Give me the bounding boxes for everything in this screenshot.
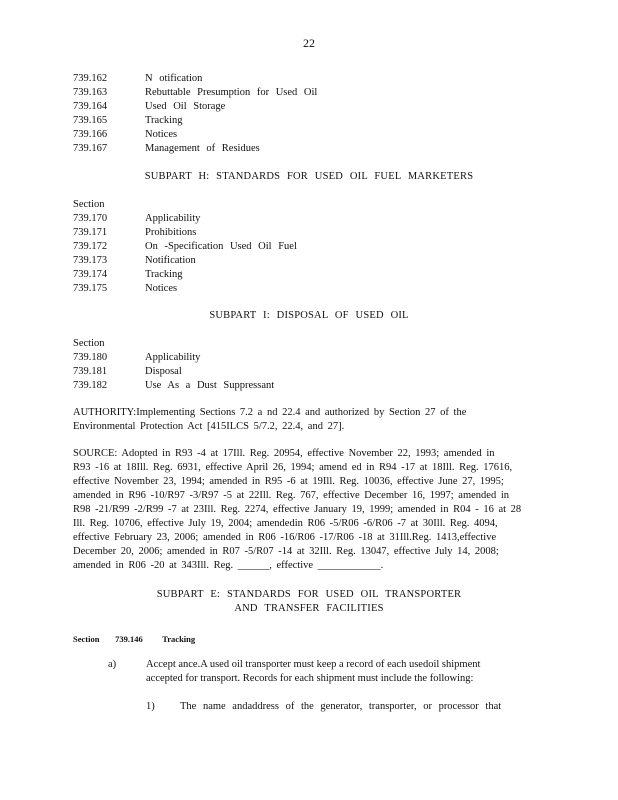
list-item: 739.172 On -Specification Used Oil Fuel [73, 241, 297, 252]
subpart-h-heading: SUBPART H: STANDARDS FOR USED OIL FUEL MARKETERS [144, 171, 474, 182]
subpart-e-heading-line-1: SUBPART E: STANDARDS FOR USED OIL TRANSPORTER [156, 589, 462, 600]
list-item: 739.166 Notices [73, 129, 178, 140]
list-item: 739.171 Prohibitions [73, 227, 197, 238]
list-item: 739.164 Used Oil Storage [73, 101, 226, 112]
list-item: 739.173 Notification [73, 255, 196, 266]
list-item: 739.165 Tracking [73, 115, 183, 126]
list-item: 739.174 Tracking [73, 269, 183, 280]
subpart-e-heading-line-2: AND TRANSFER FACILITIES [234, 603, 384, 614]
subparagraph-1-text: The name andaddress of the generator, transporter, or processor that [180, 701, 502, 712]
section-heading: Section 739.146 Tracking [73, 634, 196, 644]
section-list-3 [73, 337, 274, 393]
list-item: 739.182 Use As a Dust Suppressant [73, 380, 275, 391]
subparagraph-1 [146, 700, 502, 714]
item-marker: a) [108, 659, 117, 670]
paragraph-a-line-2: accepted for transport. Records for each shipment must include the following: [146, 673, 474, 684]
paragraph-a [108, 658, 481, 684]
item-marker: 1) [146, 701, 155, 712]
page-number: 22 [303, 36, 315, 50]
section-label: Section [73, 199, 105, 210]
source-note: SOURCE: Adopted in R93 -4 at 17Ill. Reg. 20954, effective November 22, 1993; amended in R93 -16 at 18Ill. Reg. 6931, effective April 26, 1994; amend ed in R94 -17 at 18Ill. Reg. 17616, effective November 23, 1994; amended in R95 -6 at 19Ill. Reg. 10036, effective June 27, 1995; amended in R96 -10/R97 -3/R97 -5 at 22Ill. Reg. 767, effective December 16, 1997; amended in R98 -21/R99 -2/R99 -7 at 23Ill. Reg. 2274, effective January 19, 1999; amended in R04 - 16 at 28 Ill. Reg. 10706, effective July 19, 2004; amendedin R06 -5/R06 -6/R06 -7 at 30Ill. Reg. 4094, effective February 23, 2006; amended in R06 -16/R06 -17/R06 -18 at 31Ill.Reg. 1413,effective December 20, 2006; amended in R07 -5/R07 -14 at 32Ill. Reg. 13047, effective July 14, 2008; amended in R06 -20 at 343Ill. Reg. ______, effective ____________. [73, 448, 522, 571]
list-item: 739.175 Notices [73, 283, 178, 294]
list-item: 739.167 Management of Residues [73, 143, 260, 154]
section-list-2 [73, 198, 297, 296]
section-label: Section [73, 338, 105, 349]
subpart-i-heading: SUBPART I: DISPOSAL OF USED OIL [209, 310, 409, 321]
list-item: 739.170 Applicability [73, 213, 201, 224]
list-item: 739.181 Disposal [73, 366, 182, 377]
paragraph-a-line-1: Accept ance.A used oil transporter must keep a record of each usedoil shipment [146, 659, 481, 670]
list-item: 739.163 Rebuttable Presumption for Used Oil [73, 87, 318, 98]
list-item: 739.180 Applicability [73, 352, 201, 363]
list-item: 739.162 N otification [73, 73, 203, 84]
section-list-1 [73, 72, 317, 156]
authority-note: AUTHORITY:Implementing Sections 7.2 a nd 22.4 and authorized by Section 27 of the Environmental Protection Act [415ILCS 5/7.2, 22.4, and 27]. [73, 407, 467, 432]
